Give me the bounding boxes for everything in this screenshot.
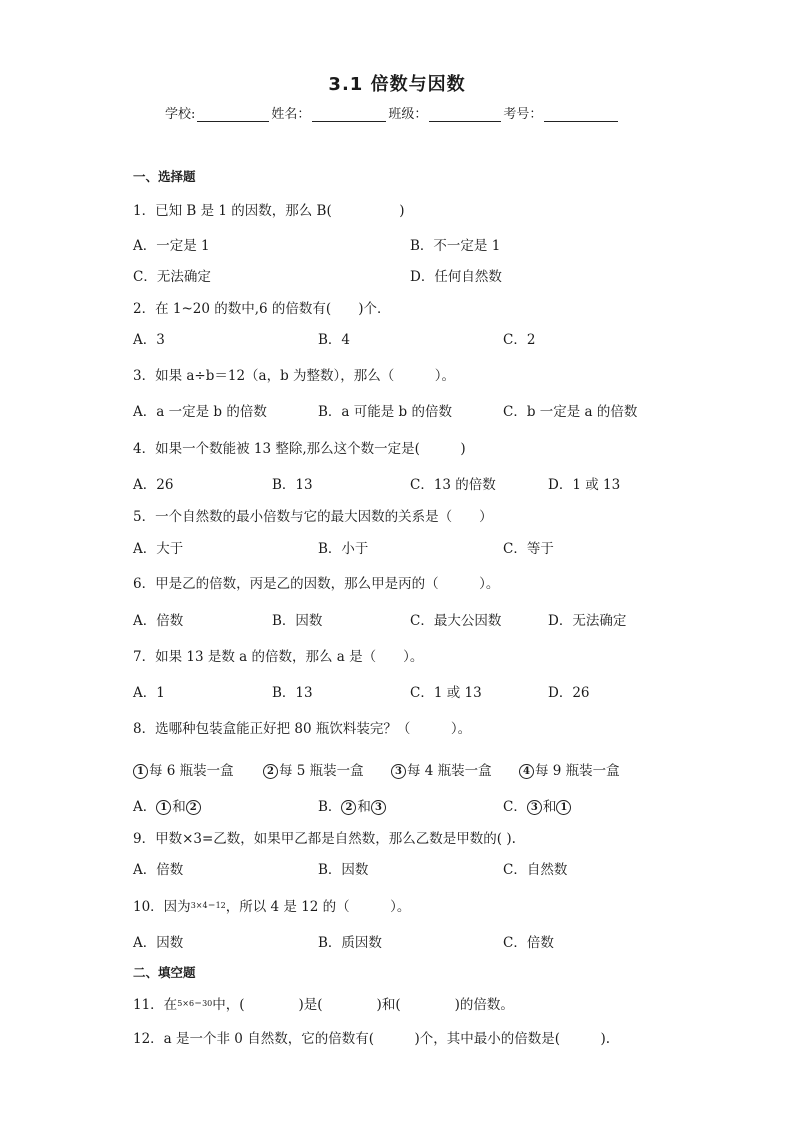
q4-option-d[interactable]: D．1 或 13 [548, 477, 621, 493]
q10-option-b[interactable]: B．质因数 [318, 935, 382, 951]
number-blank[interactable] [544, 107, 618, 122]
circled-number-icon: 4 [519, 764, 534, 779]
number-label: 考号： [503, 107, 543, 122]
section-choice-heading: 一、选择题 [133, 169, 196, 184]
class-label: 班级： [388, 107, 428, 122]
formula-image: 3×4＝12 [190, 901, 226, 910]
q8-option-b[interactable]: B． 2 和 3 [318, 795, 387, 815]
q5-option-a[interactable]: A．大于 [133, 541, 184, 557]
question-3: 3．如果 a÷b＝12（a，b 为整数），那么（ ）。 [133, 368, 456, 384]
q8-item-3: 3 每 4 瓶装一盒 [391, 759, 492, 779]
q7-option-d[interactable]: D．26 [548, 685, 590, 701]
student-info-line [165, 103, 620, 122]
circled-number-icon: 1 [156, 800, 171, 815]
q1-option-d[interactable]: D．任何自然数 [410, 269, 502, 285]
q9-option-a[interactable]: A．倍数 [133, 862, 184, 878]
q2-option-c[interactable]: C．2 [503, 332, 536, 348]
q5-option-c[interactable]: C．等于 [503, 541, 554, 557]
name-label: 姓名： [271, 107, 311, 122]
q4-option-b[interactable]: B．13 [272, 477, 313, 493]
q9-option-b[interactable]: B．因数 [318, 862, 369, 878]
question-11: 11．在$^{5\times 6=30}$中，( )是( )和( )的倍数。 [133, 997, 514, 1013]
q8-option-a[interactable]: A． 1 和 2 [133, 795, 202, 815]
formula-image: 5×6＝30 [177, 999, 213, 1008]
question-8: 8．选哪种包装盒能正好把 80 瓶饮料装完？（ ）。 [133, 721, 472, 737]
question-6: 6．甲是乙的倍数，丙是乙的因数，那么甲是丙的（ ）。 [133, 576, 500, 592]
question-10: 10．因为$^{3\times 4=12}$，所以 4 是 12 的（ ）。 [133, 899, 411, 915]
q8-item-4: 4 每 9 瓶装一盒 [519, 759, 620, 779]
q6-option-b[interactable]: B．因数 [272, 613, 323, 629]
circled-number-icon: 2 [186, 800, 201, 815]
q7-option-b[interactable]: B．13 [272, 685, 313, 701]
q1-option-a[interactable]: A．一定是 1 [133, 238, 210, 254]
q8-option-c[interactable]: C． 3 和 1 [503, 795, 572, 815]
q10-option-c[interactable]: C．倍数 [503, 935, 554, 951]
q7-option-a[interactable]: A．1 [133, 685, 165, 701]
q5-option-b[interactable]: B．小于 [318, 541, 369, 557]
circled-number-icon: 3 [371, 800, 386, 815]
section-fill-heading: 二、填空题 [133, 965, 196, 980]
circled-number-icon: 1 [556, 800, 571, 815]
q1-option-c[interactable]: C．无法确定 [133, 269, 211, 285]
q4-option-c[interactable]: C．13 的倍数 [410, 477, 496, 493]
circled-number-icon: 2 [263, 764, 278, 779]
q7-option-c[interactable]: C．1 或 13 [410, 685, 482, 701]
q10-option-a[interactable]: A．因数 [133, 935, 184, 951]
circled-number-icon: 3 [391, 764, 406, 779]
question-1: 1．已知 B 是 1 的因数，那么 B( ) [133, 203, 405, 219]
class-blank[interactable] [429, 107, 501, 122]
circled-number-icon: 2 [341, 800, 356, 815]
question-4: 4．如果一个数能被 13 整除,那么这个数一定是( ) [133, 441, 466, 457]
page-title: 3.1 倍数与因数 [328, 74, 466, 95]
q3-option-a[interactable]: A．a 一定是 b 的倍数 [133, 404, 267, 420]
question-9: 9．甲数×3=乙数，如果甲乙都是自然数，那么乙数是甲数的( ). [133, 831, 516, 847]
question-12: 12．a 是一个非 0 自然数，它的倍数有( )个，其中最小的倍数是( ). [133, 1031, 611, 1047]
q6-option-d[interactable]: D．无法确定 [548, 613, 627, 629]
question-2: 2．在 1~20 的数中,6 的倍数有( )个． [133, 301, 391, 317]
q3-option-b[interactable]: B．a 可能是 b 的倍数 [318, 404, 452, 420]
q2-option-a[interactable]: A．3 [133, 332, 165, 348]
q1-option-b[interactable]: B．不一定是 1 [410, 238, 501, 254]
q6-option-c[interactable]: C．最大公因数 [410, 613, 502, 629]
q9-option-c[interactable]: C．自然数 [503, 862, 568, 878]
circled-number-icon: 1 [133, 764, 148, 779]
q4-option-a[interactable]: A．26 [133, 477, 174, 493]
circled-number-icon: 3 [527, 800, 542, 815]
school-blank[interactable] [197, 107, 269, 122]
school-label: 学校: [165, 107, 196, 122]
q2-option-b[interactable]: B．4 [318, 332, 351, 348]
question-5: 5．一个自然数的最小倍数与它的最大因数的关系是（ ） [133, 509, 493, 525]
q8-item-2: 2 每 5 瓶装一盒 [263, 759, 364, 779]
q8-item-1: 1 每 6 瓶装一盒 [133, 759, 234, 779]
name-blank[interactable] [312, 107, 386, 122]
question-7: 7．如果 13 是数 a 的倍数，那么 a 是（ ）。 [133, 649, 424, 665]
q3-option-c[interactable]: C．b 一定是 a 的倍数 [503, 404, 638, 420]
q6-option-a[interactable]: A．倍数 [133, 613, 184, 629]
